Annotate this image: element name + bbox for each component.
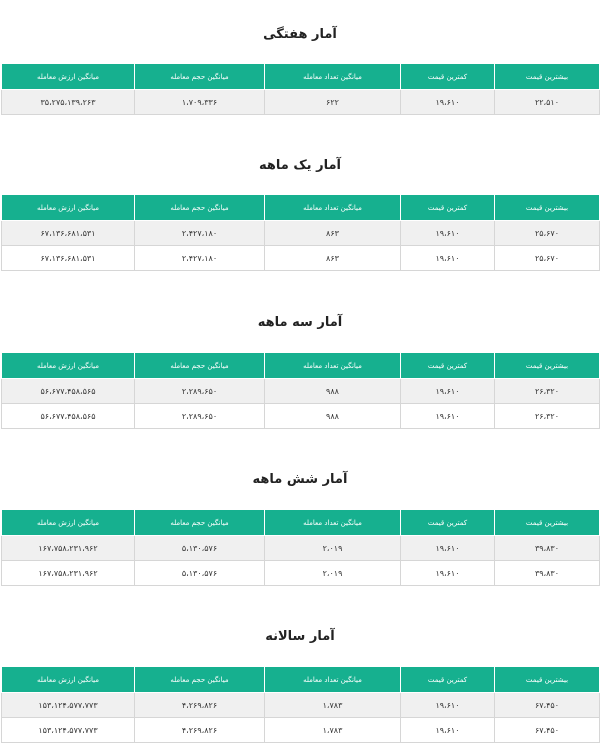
cell-max-price: ۲۶،۳۲۰ <box>495 404 600 429</box>
column-header-min-price: کمترین قیمت <box>401 195 495 221</box>
cell-avg-trade-count: ۱،۷۸۳ <box>265 693 401 718</box>
cell-avg-trade-volume: ۴،۲۶۹،۸۲۶ <box>135 718 265 743</box>
column-header-min-price: کمترین قیمت <box>401 353 495 379</box>
cell-avg-trade-volume: ۱،۷۰۹،۳۳۶ <box>135 90 265 115</box>
table-header-row <box>2 510 600 536</box>
table-header-row <box>2 667 600 693</box>
table-header-row <box>2 195 600 221</box>
column-header-min-price: کمترین قیمت <box>401 667 495 693</box>
cell-avg-trade-value: ۶۷،۱۳۶،۶۸۱،۵۳۱ <box>2 246 135 271</box>
column-header-avg-trade-value: میانگین ارزش معامله <box>2 353 135 379</box>
cell-avg-trade-volume: ۲،۲۸۹،۶۵۰ <box>135 404 265 429</box>
table-row <box>2 379 600 404</box>
section-title: آمار سه ماهه <box>257 315 343 330</box>
cell-max-price: ۳۹،۸۳۰ <box>495 561 600 586</box>
column-header-min-price: کمترین قیمت <box>401 510 495 536</box>
column-header-avg-trade-volume: میانگین حجم معامله <box>135 195 265 221</box>
cell-max-price: ۲۵،۶۷۰ <box>495 246 600 271</box>
section-title: آمار یک ماهه <box>259 158 341 173</box>
cell-avg-trade-count: ۲،۰۱۹ <box>265 561 401 586</box>
cell-avg-trade-count: ۸۶۳ <box>265 221 401 246</box>
column-header-avg-trade-volume: میانگین حجم معامله <box>135 64 265 90</box>
column-header-avg-trade-volume: میانگین حجم معامله <box>135 510 265 536</box>
cell-max-price: ۲۶،۳۲۰ <box>495 379 600 404</box>
cell-avg-trade-value: ۵۶،۶۷۷،۴۵۸،۵۶۵ <box>2 404 135 429</box>
cell-max-price: ۶۷،۴۵۰ <box>495 718 600 743</box>
cell-min-price: ۱۹،۶۱۰ <box>401 404 495 429</box>
column-header-avg-trade-count: میانگین تعداد معامله <box>265 667 401 693</box>
table-row <box>2 90 600 115</box>
cell-min-price: ۱۹،۶۱۰ <box>401 246 495 271</box>
cell-avg-trade-count: ۹۸۸ <box>265 404 401 429</box>
cell-min-price: ۱۹،۶۱۰ <box>401 90 495 115</box>
column-header-max-price: بیشترین قیمت <box>495 64 600 90</box>
table-row <box>2 536 600 561</box>
table-row <box>2 561 600 586</box>
cell-avg-trade-volume: ۲،۴۲۷،۱۸۰ <box>135 221 265 246</box>
column-header-max-price: بیشترین قیمت <box>495 510 600 536</box>
cell-max-price: ۲۵،۶۷۰ <box>495 221 600 246</box>
column-header-avg-trade-value: میانگین ارزش معامله <box>2 510 135 536</box>
column-header-max-price: بیشترین قیمت <box>495 353 600 379</box>
cell-avg-trade-count: ۲،۰۱۹ <box>265 536 401 561</box>
column-header-avg-trade-count: میانگین تعداد معامله <box>265 510 401 536</box>
column-header-avg-trade-value: میانگین ارزش معامله <box>2 195 135 221</box>
cell-avg-trade-value: ۳۵،۲۷۵،۱۳۹،۲۶۳ <box>2 90 135 115</box>
column-header-avg-trade-count: میانگین تعداد معامله <box>265 195 401 221</box>
table-row <box>2 246 600 271</box>
cell-avg-trade-volume: ۲،۲۸۹،۶۵۰ <box>135 379 265 404</box>
cell-min-price: ۱۹،۶۱۰ <box>401 221 495 246</box>
section-title: آمار شش ماهه <box>252 472 348 487</box>
table-row <box>2 404 600 429</box>
column-header-max-price: بیشترین قیمت <box>495 667 600 693</box>
cell-avg-trade-volume: ۵،۱۳۰،۵۷۶ <box>135 561 265 586</box>
cell-min-price: ۱۹،۶۱۰ <box>401 379 495 404</box>
table-header-row <box>2 64 600 90</box>
cell-min-price: ۱۹،۶۱۰ <box>401 561 495 586</box>
yearly-stats-table <box>1 666 600 743</box>
section-title: آمار هفتگی <box>263 27 337 42</box>
cell-avg-trade-count: ۶۲۲ <box>265 90 401 115</box>
three-month-stats-table <box>1 352 600 429</box>
column-header-avg-trade-volume: میانگین حجم معامله <box>135 667 265 693</box>
weekly-stats-table <box>1 63 600 115</box>
cell-max-price: ۳۹،۸۳۰ <box>495 536 600 561</box>
cell-avg-trade-value: ۱۵۳،۱۲۴،۵۷۷،۷۷۳ <box>2 693 135 718</box>
table-row <box>2 221 600 246</box>
cell-avg-trade-volume: ۲،۴۲۷،۱۸۰ <box>135 246 265 271</box>
cell-min-price: ۱۹،۶۱۰ <box>401 536 495 561</box>
six-month-stats-table <box>1 509 600 586</box>
cell-avg-trade-volume: ۴،۲۶۹،۸۲۶ <box>135 693 265 718</box>
cell-avg-trade-count: ۸۶۳ <box>265 246 401 271</box>
cell-max-price: ۶۷،۴۵۰ <box>495 693 600 718</box>
column-header-max-price: بیشترین قیمت <box>495 195 600 221</box>
table-header-row <box>2 353 600 379</box>
column-header-avg-trade-count: میانگین تعداد معامله <box>265 64 401 90</box>
cell-avg-trade-value: ۱۵۳،۱۲۴،۵۷۷،۷۷۳ <box>2 718 135 743</box>
cell-min-price: ۱۹،۶۱۰ <box>401 693 495 718</box>
column-header-avg-trade-count: میانگین تعداد معامله <box>265 353 401 379</box>
column-header-avg-trade-volume: میانگین حجم معامله <box>135 353 265 379</box>
cell-min-price: ۱۹،۶۱۰ <box>401 718 495 743</box>
column-header-avg-trade-value: میانگین ارزش معامله <box>2 667 135 693</box>
cell-avg-trade-value: ۱۶۷،۷۵۸،۲۳۱،۹۶۲ <box>2 536 135 561</box>
column-header-min-price: کمترین قیمت <box>401 64 495 90</box>
cell-avg-trade-count: ۱،۷۸۳ <box>265 718 401 743</box>
one-month-stats-table <box>1 194 600 271</box>
cell-avg-trade-value: ۱۶۷،۷۵۸،۲۳۱،۹۶۲ <box>2 561 135 586</box>
cell-avg-trade-value: ۶۷،۱۳۶،۶۸۱،۵۳۱ <box>2 221 135 246</box>
table-row <box>2 718 600 743</box>
cell-avg-trade-count: ۹۸۸ <box>265 379 401 404</box>
cell-max-price: ۲۲،۵۱۰ <box>495 90 600 115</box>
column-header-avg-trade-value: میانگین ارزش معامله <box>2 64 135 90</box>
cell-avg-trade-volume: ۵،۱۳۰،۵۷۶ <box>135 536 265 561</box>
section-title: آمار سالانه <box>265 629 335 644</box>
cell-avg-trade-value: ۵۶،۶۷۷،۴۵۸،۵۶۵ <box>2 379 135 404</box>
table-row <box>2 693 600 718</box>
